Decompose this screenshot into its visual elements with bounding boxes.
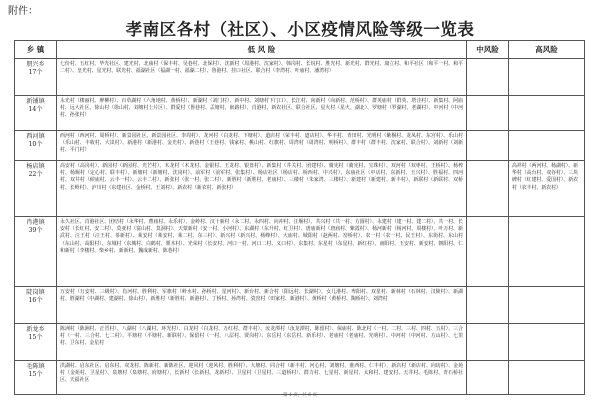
village-count: 16个 — [28, 297, 43, 304]
town-name: 朋兴乡 — [26, 61, 45, 68]
town-cell — [15, 96, 57, 131]
mid-risk-cell — [467, 361, 509, 395]
low-risk-cell: 永久社区、肖港社区、团结村（永华村、曹庙村、永乐村）、金岭村、汉十新村（永二村、永四村、向冲村、汪堰村）、共兴村（共一村、方圆村）、永建村（建一村、建二村）、共一村、长安村（长红村、安二村）、莫亚村（富山村、莫洞村）、天蒙新村（安一村、小河村）、东湖村（东升村、红卫村）、唐庙新村（唐庙村、紫霞村）、杨河新村（杨河村、周楼村）、叶万村、新武村、汪王村（汪王村、茶新村）、莱安村（莱安村、莱二村、东三村）、新兴村（新兴村、杨峰村）、大庙村、城阳村（赵两村、窑桥村）、农一村（农一村、民王村）、东街村、东山村（东山村、高阳村）、东城村（东城村、白鹤村、栗木村）、光荣村（长安村、河口一村、河口二村、义口村）、东集村、东星村（东星村、新红村）、南阳村、玉安村、新安村、朝阳村、仁和新村（李楼村、柴乡村、新新村、魏成新村、陈巷村） — [57, 217, 467, 287]
town-cell — [15, 131, 57, 161]
high-risk-cell — [509, 59, 585, 96]
town-name: 西河镇 — [26, 133, 45, 140]
village-count: 17个 — [28, 69, 43, 76]
table-row — [15, 59, 585, 96]
risk-level-table — [14, 40, 585, 395]
table-row — [15, 287, 585, 324]
town-cell — [15, 161, 57, 217]
low-risk-cell: 永光村（楼丽村、廖柳村）、百草湖村（六角地村、黄桥村）、新湖村（刘门村）、新中村、刘塘村下门口）、长江村、向新村（向新村、范桥村）、群英庙村（群英、塔洼村）、新集村、阿庙村、远大社区、徐山村（徐山村、刘塘村上片区）、群爱村（鲁巷村、盂塘村、嵌路村）、肖港村、新农社区、联合社区、星火村（星火、湖北）、罗塘村（罗湖村、老湖村）、中河村（中河村、孙张村） — [57, 96, 467, 131]
town-cell — [15, 324, 57, 361]
low-risk-cell: 七份村、五红村、毕光社区、建光村、北庙村（保丰村、吴巷村、北保村）、沈新村（周港村、沈家村）、韩岗村、长垸村、胜光村、新光村、群光村、康立村、和平社区（和平一村、和平二村）、皇光村、星光村、联光村、福湖社区（福湖一村、福湖二村）、鲁港村、挂口社区、联合村（李湾村、叶庙村、潘湾村） — [57, 59, 467, 96]
town-name: 毛陈镇 — [26, 363, 45, 370]
high-risk-cell — [509, 324, 585, 361]
mid-risk-cell — [467, 217, 509, 287]
high-risk-cell — [509, 96, 585, 131]
header-high-risk: 高风险 — [509, 41, 585, 59]
high-risk-cell — [509, 361, 585, 395]
header-town: 乡 镇 — [15, 41, 57, 59]
village-count: 15个 — [28, 371, 43, 378]
village-count: 15个 — [28, 334, 43, 341]
high-risk-cell — [509, 287, 585, 324]
table-row — [15, 161, 585, 217]
table-row — [15, 96, 585, 131]
village-count: 39个 — [28, 227, 43, 234]
table-row — [15, 361, 585, 395]
town-name: 新龙乡 — [26, 326, 45, 333]
high-risk-cell — [509, 131, 585, 161]
document-title: 孝南区各村（社区）、小区疫情风险等级一览表 — [125, 20, 475, 39]
table-row — [15, 324, 585, 361]
header-low-risk: 低 风 险 — [57, 41, 467, 59]
mid-risk-cell — [467, 287, 509, 324]
low-risk-cell: 陈洲村（陈洲村、正晋村）、八湖村（八湖村、环光村）、白龙村（白龙村、万红村、群丰村）、汝龙潭村（汝龙潭村、陈留村）、保庙村、陈北村（一村、二村、三村、四村、五村）、三合村（一村、三合村、七二村）、平塘村（平塘村、新联村）、保留村（一村、八层村、贾岗村）、东岳村（东岳村、新乐村）、老庙村（老庙村、光明村）、中河村（中河村、方山村）、七里村、卫东村、金星村 — [57, 324, 467, 361]
town-cell — [15, 287, 57, 324]
mid-risk-cell — [467, 161, 509, 217]
low-risk-cell: 西河村（西河村、周桥村）、新景园社区、新景园社区、李周村）、龙河村（白龙村、下塘村）、道店村（荣丰村、道店村）、华丰村、青田村、光明村（紫桐村、龙凤村、东宫村）、乐山村（乐山村、丰收村、大岚村）、新港村（新港村、金光村）、新巷村（王巷村、钱家村、桃山村、红旗村、周湾村（周湾村、明桥村）、群丰村（群丰村、沈家村、联合村）、刘新村（刘新村、平门村） — [57, 131, 467, 161]
table-row — [15, 131, 585, 161]
town-name: 肖港镇 — [26, 219, 45, 226]
page-footer: 第 1 页，共 6 页 — [283, 393, 317, 398]
village-count: 10个 — [28, 141, 43, 148]
mid-risk-cell — [467, 96, 509, 131]
town-name: 杨店镇 — [26, 163, 45, 170]
low-risk-cell: 高安村（高岗村）、新园村（新园村、光芒村）、木龙村（木龙村、金银村、玉龙村、银盘村）、新集村（井关村、团建村）、骑宪村（骑宪村、宝珠村）、双河村（双枣村、王桥村）、杨榨村、杨堰村（定心村、联丰村）、新塘村（新塘村、沈岗村）、前军村（前军村、张集村）、杨店社区（杨店村、桥西村、中兴村）、东庙社区（中店村、东新村、玉兴村）、胜福村、四河村、双井村（候庙村、云丰一村）、云丰二村）、新张村（张一村、张二村）、新胜村（新胜村、老庙村）、三楼村（朱家湾、三楼村）、新建村（新建村、新丰村）、新联村（新联村、双桥村、长岭村）、泸川村（东建社区、金桥村、王刘村）、新农村（新农村、新张村） — [57, 161, 467, 217]
annex-label: 附件： — [8, 6, 38, 17]
low-risk-cell: 洪湖村、启东社区、启东村、双龙村、陈新村、新陈社区、迎风村（迎风村、胜利村）、大塘村、同合村（新丰村、河心村、刘塘村、淮西村、仁丰村）、新店村（新店村、向坊村）、金苑村（金苑村、卫星村）、泉塘村（泉塘村、府塘村）、长新村（长新村、龙新村）、卫星村（卫星村、三道桥村）、群力村、七星村、新星村、太和村、建安村、天井村、毛陈村、青石桥社区、天福社区 — [57, 361, 467, 395]
high-risk-cell: 高祥村（两河村、杨湖村）、新华村（高台村、双谷村）、三块碑村（红建村、爱国村）、新农村（农丰村、新农村） — [509, 161, 585, 217]
mid-risk-cell — [467, 131, 509, 161]
village-count: 14个 — [28, 106, 43, 113]
mid-risk-cell — [467, 59, 509, 96]
town-cell — [15, 217, 57, 287]
high-risk-cell — [509, 217, 585, 287]
town-cell — [15, 59, 57, 96]
town-name: 陡岗镇 — [26, 289, 45, 296]
table-row — [15, 217, 585, 287]
town-name: 新铺镇 — [26, 98, 45, 105]
village-count: 22个 — [28, 171, 43, 178]
low-risk-cell: 万安村（万安村、三级村）、肖河村、胜利村、军旗村（岭水村、孙桥村、星河村）、新台村、新合村（阳远村、长湖村）、女儿港村、卑阳村、双星村、新林村（石林村、汉陵村）、新湖村、胜湖村（中湖村、建湖村、徐山村）、新胜村（新胜村、新港村）、丁桥村、孙湾村、瓷窑村（田家村、新港村）、黄桥村（黄桥村、陶桥村）、刘湾村 — [57, 287, 467, 324]
mid-risk-cell — [467, 324, 509, 361]
town-cell — [15, 361, 57, 395]
header-mid-risk: 中风险 — [467, 41, 509, 59]
table-header-row — [15, 41, 585, 59]
